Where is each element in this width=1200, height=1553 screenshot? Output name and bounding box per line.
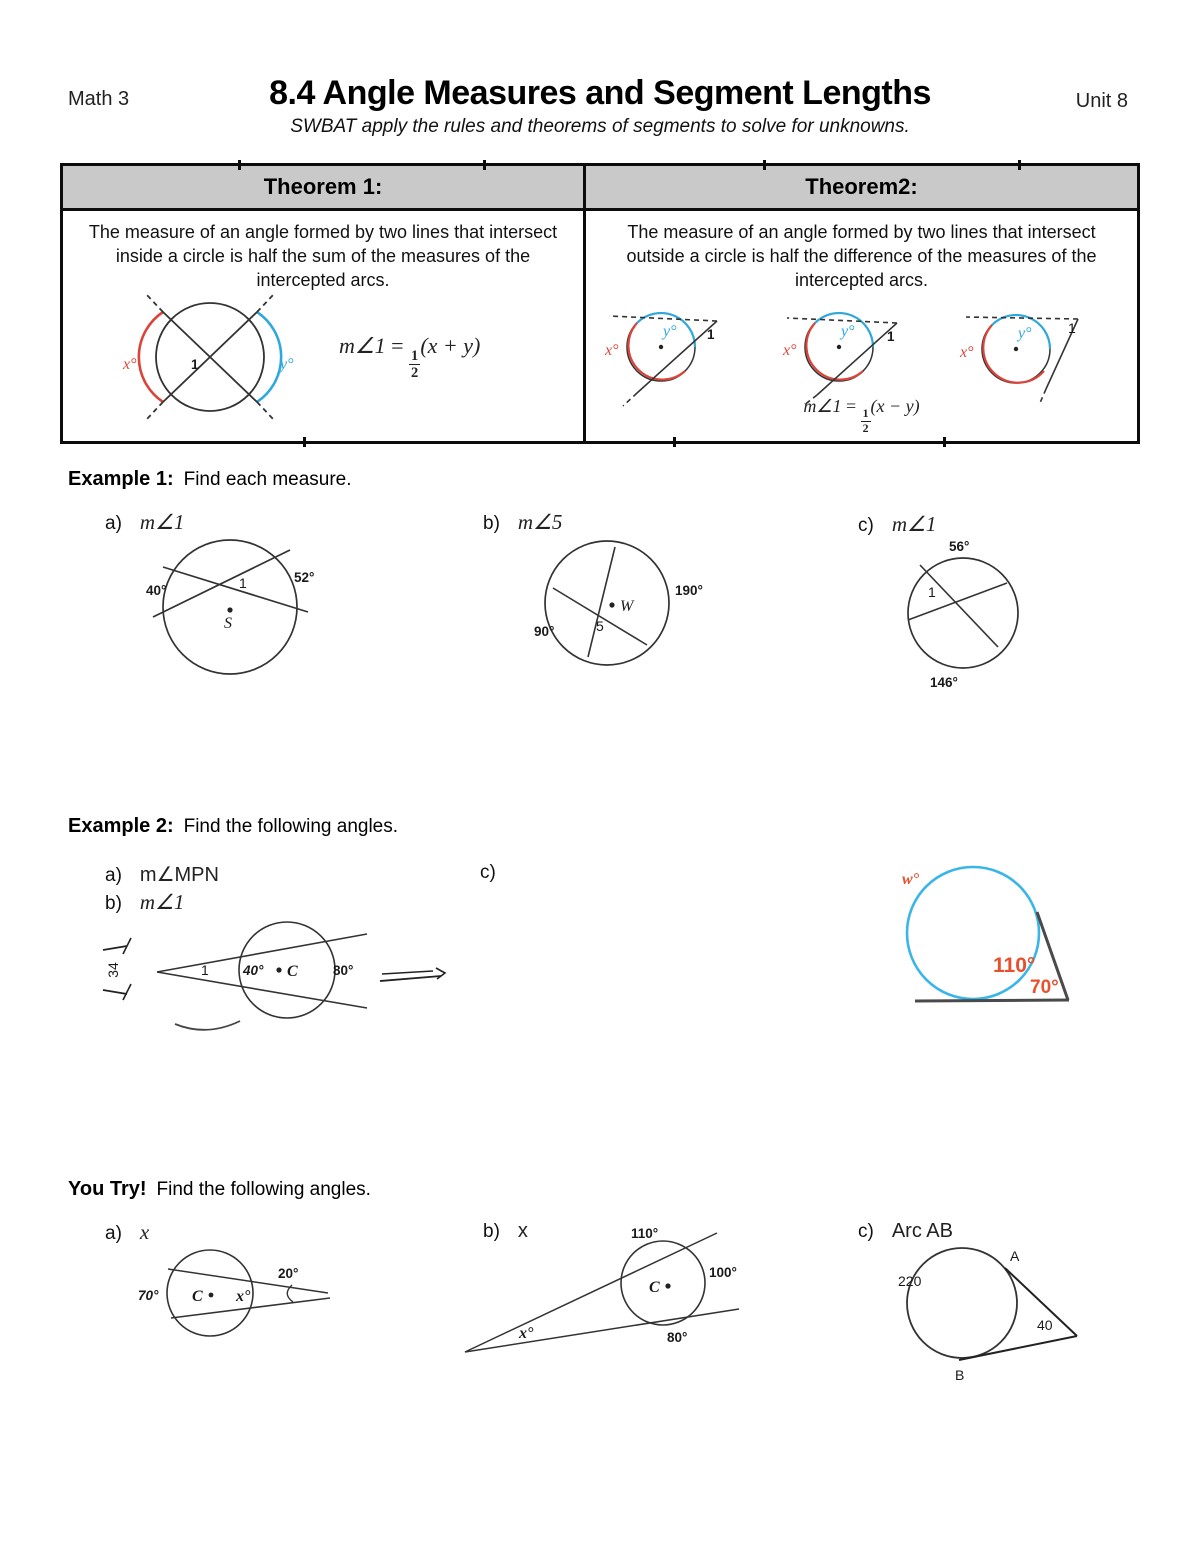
arc-80-label: 80° (667, 1330, 688, 1345)
part-label: b) (483, 513, 500, 534)
example2-heading (68, 815, 398, 838)
theorem2-formula (586, 396, 1137, 435)
example1c-prompt-row (858, 512, 936, 537)
angle-1-label: 1 (201, 962, 209, 978)
center-c-label: C (192, 1288, 203, 1305)
arc-y-label: y° (841, 323, 855, 340)
arc-x-label: x° (605, 342, 619, 359)
part-label: c) (858, 515, 874, 536)
part-prompt: x (517, 1220, 528, 1242)
part-prompt: m∠1 (139, 890, 185, 914)
arc-70-label: 70° (138, 1288, 159, 1303)
part-label: a) (105, 1223, 122, 1244)
center-s-label: S (224, 615, 232, 632)
arc-110-label: 110° (631, 1226, 659, 1241)
formula-rhs: (x − y) (870, 395, 920, 416)
part-prompt: m∠5 (517, 510, 563, 534)
example1a-diagram (130, 532, 390, 697)
frac-den: 2 (411, 365, 419, 382)
center-c-label: C (287, 963, 298, 980)
objective-text: SWBAT apply the rules and theorems of segments to solve for unknowns. (290, 116, 910, 137)
course-label: Math 3 (68, 88, 130, 110)
arc-56-label: 56° (949, 539, 970, 554)
youtry-c-diagram (855, 1238, 1150, 1403)
unit-label: Unit 8 (1075, 90, 1128, 112)
frac-num: 1 (862, 406, 869, 421)
formula-eq: = (391, 333, 404, 359)
table-tick (763, 160, 766, 170)
example1c-diagram (870, 535, 1110, 710)
angle-1-label: 1 (928, 584, 936, 600)
arc-220-label: 220 (898, 1273, 922, 1289)
formula-lhs: m∠1 (803, 395, 842, 416)
angle-x-label: x° (519, 1325, 534, 1342)
point-a-label: A (1010, 1248, 1020, 1264)
arc-w-label: w° (902, 871, 920, 888)
theorem2-diagram-2 (777, 289, 945, 407)
theorem2-body: The measure of an angle formed by two lines that intersect outside a circle is half the difference of the measures of the intercepted arcs. (626, 222, 1097, 290)
arc-40-label: 40° (243, 963, 264, 978)
arc-146-label: 146° (930, 675, 958, 690)
theorem1-formula (339, 333, 480, 381)
part-prompt: m∠MPN (139, 864, 219, 886)
page-title: 8.4 Angle Measures and Segment Lengths (269, 74, 931, 112)
example1-instruction: Find each measure. (183, 469, 352, 490)
arc-190-label: 190° (675, 583, 703, 598)
table-tick (238, 160, 241, 170)
example2c-diagram (880, 852, 1180, 1027)
part-prompt: m∠1 (891, 512, 937, 536)
youtry-instruction: Find the following angles. (156, 1179, 371, 1200)
angle-1-label: 1 (239, 575, 247, 591)
arc-100-label: 100° (709, 1265, 737, 1280)
example1-title: Example 1: (68, 468, 174, 490)
arc-40-label: 40° (146, 583, 167, 598)
formula-lhs: m∠1 (339, 333, 386, 359)
table-tick (1018, 160, 1021, 170)
youtry-b-diagram (455, 1205, 795, 1380)
part-label: b) (105, 893, 122, 914)
angle-40-label: 40 (1037, 1317, 1053, 1333)
formula-rhs: (x + y) (420, 333, 481, 359)
arc-y-label: y° (663, 323, 677, 340)
theorem1-body: The measure of an angle formed by two lines that intersect inside a circle is half the sum of the measures of the intercepted arcs. (88, 222, 558, 290)
part-label: a) (105, 513, 122, 534)
example1b-diagram (530, 535, 760, 695)
frac-den: 2 (862, 421, 869, 436)
theorem1-cell (63, 166, 586, 441)
example2a-prompt-row (105, 862, 219, 887)
arc-y-label: y° (1017, 325, 1032, 342)
youtry-heading (68, 1178, 371, 1201)
example2ab-diagram (95, 912, 465, 1042)
formula-eq: = (845, 395, 857, 416)
angle-1-label: 1 (887, 329, 895, 344)
example2c-label: c) (480, 862, 496, 883)
example2-instruction: Find the following angles. (183, 816, 399, 837)
part-label: c) (858, 1221, 874, 1242)
arc-80-label: 80° (333, 963, 354, 978)
part-label: a) (105, 865, 122, 886)
frac-num: 1 (411, 347, 419, 364)
angle-20-label: 20° (278, 1266, 299, 1281)
part-prompt: x (139, 1220, 150, 1244)
arc-90-label: 90° (534, 624, 555, 639)
theorem1-header: Theorem 1: (63, 166, 583, 211)
arc-52-label: 52° (294, 570, 315, 585)
arc-x-label: x° (236, 1288, 251, 1305)
theorem1-diagram (105, 277, 325, 437)
part-prompt: Arc AB (891, 1220, 953, 1242)
theorem2-diagram-3 (956, 289, 1124, 407)
example1-heading (68, 468, 352, 491)
arc-y-label: y° (280, 356, 294, 373)
angle-1-label: 1 (707, 327, 715, 342)
arc-x-label: x° (783, 342, 797, 359)
theorem2-diagram-1 (599, 289, 767, 407)
theorem-table (60, 163, 1140, 444)
arc-110-label: 110° (993, 954, 1036, 977)
angle-5-label: 5 (596, 618, 604, 634)
example2-title: Example 2: (68, 815, 174, 837)
angle-1-label: 1 (191, 357, 199, 372)
point-b-label: B (955, 1367, 965, 1383)
part-prompt: m∠1 (139, 510, 185, 534)
youtry-a-diagram (118, 1238, 388, 1363)
theorem2-cell (586, 166, 1137, 441)
angle-1-label: 1 (1067, 320, 1076, 336)
center-w-label: W (620, 598, 634, 615)
angle-70-label: 70° (1030, 977, 1059, 998)
example1b-prompt-row (483, 510, 562, 535)
arc-x-label: x° (959, 344, 974, 361)
table-tick (483, 160, 486, 170)
part-label: b) (483, 1221, 500, 1242)
youtry-title: You Try! (68, 1178, 147, 1200)
theorem2-header: Theorem2: (586, 166, 1137, 211)
side-note-34: 34 (105, 962, 121, 978)
center-c-label: C (649, 1279, 660, 1296)
arc-x-label: x° (123, 356, 137, 373)
